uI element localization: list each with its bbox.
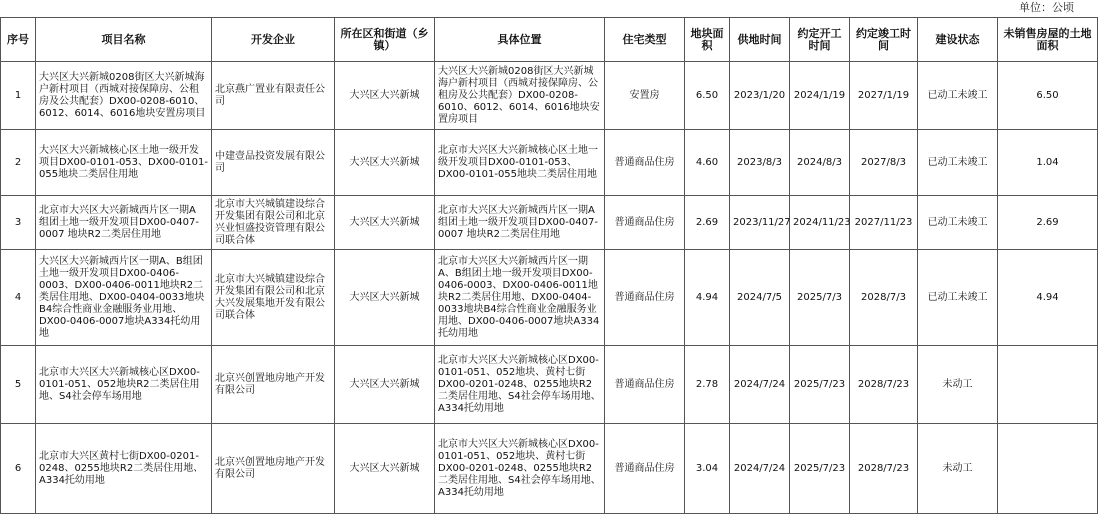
- header-unsold-area: 未销售房屋的土地面积: [998, 18, 1098, 62]
- table-row: [1, 424, 1098, 514]
- cell-unsold-area: 4.94: [998, 250, 1098, 346]
- cell-start-date: 2025/7/3: [790, 250, 850, 346]
- header-area: 地块面积: [685, 18, 730, 62]
- cell-unsold-area: [998, 346, 1098, 424]
- cell-area: 4.94: [685, 250, 730, 346]
- cell-district: 大兴区大兴新城: [335, 424, 435, 514]
- header-supply-date: 供地时间: [730, 18, 790, 62]
- unit-label: 单位：公顷: [1019, 1, 1074, 14]
- header-finish-date: 约定竣工时间: [850, 18, 918, 62]
- cell-district: 大兴区大兴新城: [335, 130, 435, 196]
- cell-developer: 北京兴创置地房地产开发有限公司: [212, 424, 335, 514]
- cell-start-date: 2025/7/23: [790, 346, 850, 424]
- header-status: 建设状态: [918, 18, 998, 62]
- table-header-row: [1, 18, 1098, 62]
- cell-housing-type: 普通商品住房: [605, 250, 685, 346]
- cell-status: 已动工未竣工: [918, 250, 998, 346]
- cell-area: 6.50: [685, 62, 730, 130]
- cell-finish-date: 2027/11/23: [850, 196, 918, 250]
- cell-housing-type: 普通商品住房: [605, 346, 685, 424]
- cell-finish-date: 2028/7/23: [850, 346, 918, 424]
- cell-no: 1: [1, 62, 36, 130]
- cell-unsold-area: 1.04: [998, 130, 1098, 196]
- cell-area: 2.69: [685, 196, 730, 250]
- cell-finish-date: 2028/7/23: [850, 424, 918, 514]
- table-row: [1, 196, 1098, 250]
- header-location: 具体位置: [435, 18, 605, 62]
- cell-location: 北京市大兴区大兴新城核心区土地一级开发项目DX00-0101-053、DX00-0101-055地块二类居住用地: [435, 130, 605, 196]
- cell-status: 已动工未竣工: [918, 130, 998, 196]
- cell-housing-type: 安置房: [605, 62, 685, 130]
- cell-finish-date: 2028/7/3: [850, 250, 918, 346]
- cell-finish-date: 2027/8/3: [850, 130, 918, 196]
- cell-supply-date: 2024/7/24: [730, 424, 790, 514]
- header-developer: 开发企业: [212, 18, 335, 62]
- cell-unsold-area: 6.50: [998, 62, 1098, 130]
- cell-project-name: 大兴区大兴新城西片区一期A、B组团土地一级开发项目DX00-0406-0003、DX00-0406-0011地块R2二类居住用地、DX00-0404-0033地块B4综合性商业金融服务业用地、DX00-0406-0007地块A334托幼用地: [36, 250, 212, 346]
- cell-project-name: 大兴区大兴新城0208街区大兴新城海户新村项目（西城对接保障房、公租房及公共配套）DX00-0208-6010、6012、6014、6016地块安置房项目: [36, 62, 212, 130]
- table-row: [1, 250, 1098, 346]
- cell-developer: 北京兴创置地房地产开发有限公司: [212, 346, 335, 424]
- cell-start-date: 2024/11/23: [790, 196, 850, 250]
- cell-area: 2.78: [685, 346, 730, 424]
- cell-no: 6: [1, 424, 36, 514]
- cell-developer: 北京燕广置业有限责任公司: [212, 62, 335, 130]
- cell-supply-date: 2023/1/20: [730, 62, 790, 130]
- cell-project-name: 北京市大兴区大兴新城核心区DX00-0101-051、052地块R2二类居住用地、S4社会停车场用地: [36, 346, 212, 424]
- cell-district: 大兴区大兴新城: [335, 346, 435, 424]
- cell-status: 已动工未竣工: [918, 196, 998, 250]
- cell-start-date: 2025/7/23: [790, 424, 850, 514]
- cell-no: 5: [1, 346, 36, 424]
- cell-housing-type: 普通商品住房: [605, 424, 685, 514]
- header-start-date: 约定开工时间: [790, 18, 850, 62]
- cell-location: 大兴区大兴新城0208街区大兴新城海户新村项目（西城对接保障房、公租房及公共配套）DX00-0208-6010、6012、6014、6016地块安置房项目: [435, 62, 605, 130]
- cell-developer: 北京市大兴城镇建设综合开发集团有限公司和北京大兴发展集地开发有限公司联合体: [212, 250, 335, 346]
- cell-supply-date: 2024/7/5: [730, 250, 790, 346]
- cell-housing-type: 普通商品住房: [605, 196, 685, 250]
- header-district: 所在区和街道（乡镇）: [335, 18, 435, 62]
- cell-project-name: 大兴区大兴新城核心区土地一级开发项目DX00-0101-053、DX00-0101-055地块二类居住用地: [36, 130, 212, 196]
- header-no: 序号: [1, 18, 36, 62]
- cell-location: 北京市大兴区大兴新城西片区一期A 组团土地一级开发项目DX00-0407-0007 地块R2二类居住用地: [435, 196, 605, 250]
- cell-developer: 中建壹品投资发展有限公司: [212, 130, 335, 196]
- cell-project-name: 北京市大兴区大兴新城西片区一期A 组团土地一级开发项目DX00-0407-0007 地块R2二类居住用地: [36, 196, 212, 250]
- header-project-name: 项目名称: [36, 18, 212, 62]
- cell-district: 大兴区大兴新城: [335, 62, 435, 130]
- cell-no: 3: [1, 196, 36, 250]
- header-housing-type: 住宅类型: [605, 18, 685, 62]
- cell-no: 4: [1, 250, 36, 346]
- cell-area: 3.04: [685, 424, 730, 514]
- cell-supply-date: 2023/8/3: [730, 130, 790, 196]
- cell-start-date: 2024/8/3: [790, 130, 850, 196]
- cell-housing-type: 普通商品住房: [605, 130, 685, 196]
- table-row: [1, 130, 1098, 196]
- cell-unsold-area: 2.69: [998, 196, 1098, 250]
- cell-location: 北京市大兴区大兴新城核心区DX00-0101-051、052地块、黄村七街DX00-0201-0248、0255地块R2二类居住用地、S4社会停车场用地、A334托幼用地: [435, 424, 605, 514]
- cell-status: 未动工: [918, 424, 998, 514]
- cell-developer: 北京市大兴城镇建设综合开发集团有限公司和北京兴业恒盛投资管理有限公司联合体: [212, 196, 335, 250]
- table-row: [1, 346, 1098, 424]
- cell-district: 大兴区大兴新城: [335, 196, 435, 250]
- cell-district: 大兴区大兴新城: [335, 250, 435, 346]
- cell-finish-date: 2027/1/19: [850, 62, 918, 130]
- cell-no: 2: [1, 130, 36, 196]
- cell-location: 北京市大兴区大兴新城核心区DX00-0101-051、052地块、黄村七街DX00-0201-0248、0255地块R2二类居住用地、S4社会停车场用地、A334托幼用地: [435, 346, 605, 424]
- cell-start-date: 2024/1/19: [790, 62, 850, 130]
- table-row: [1, 62, 1098, 130]
- cell-supply-date: 2023/11/27: [730, 196, 790, 250]
- cell-status: 已动工未竣工: [918, 62, 998, 130]
- cell-supply-date: 2024/7/24: [730, 346, 790, 424]
- cell-unsold-area: [998, 424, 1098, 514]
- cell-status: 未动工: [918, 346, 998, 424]
- land-supply-table: [0, 17, 1098, 514]
- cell-area: 4.60: [685, 130, 730, 196]
- cell-project-name: 北京市大兴区黄村七街DX00-0201-0248、0255地块R2二类居住用地、A334托幼用地: [36, 424, 212, 514]
- cell-location: 北京市大兴区大兴新城西片区一期A、B组团土地一级开发项目DX00-0406-0003、DX00-0406-0011地块R2二类居住用地、DX00-0404-0033地块B4综合性商业金融服务业用地、DX00-0406-0007地块A334托幼用地: [435, 250, 605, 346]
